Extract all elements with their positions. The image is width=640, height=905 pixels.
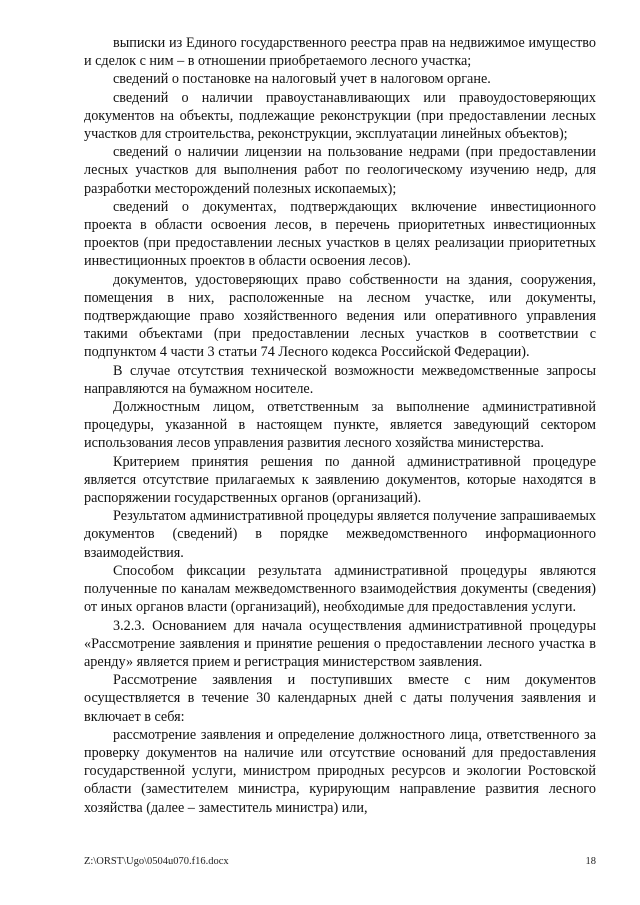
- document-body: [84, 34, 596, 817]
- paragraph-tax-registration: сведений о постановке на налоговый учет в налоговом органе.: [113, 71, 491, 88]
- paragraph-ownership-documents: документов, удостоверяющих право собственности на здания, сооружения, помещения в них, расположенные на лесном участке, или документы, подтверждающие право хозяйственного ведения или оперативного управления такими объектами (при предоставлении лесных участков в соответствии с подпунктом 4 части 3 статьи 74 Лесного кодекса Российской Федерации).: [84, 271, 596, 361]
- paragraph-procedure-result: Результатом административной процедуры является получение запрашиваемых документов (сведений) в порядке межведомственного информационного взаимодействия.: [84, 508, 596, 561]
- footer-file-path: Z:\ORST\Ugo\0504u070.f16.docx: [84, 856, 229, 867]
- page-number: 18: [585, 856, 596, 867]
- paragraph-decision-criterion: Критерием принятия решения по данной административной процедуре является отсутствие прилагаемых к заявлению документов, которые находятся в распоряжении государственных органов (организаций).: [84, 453, 596, 507]
- paragraph-investment-project: сведений о документах, подтверждающих включение инвестиционного проекта в области освоения лесов, в перечень приоритетных инвестиционных проектов (при предоставлении лесных участков в целях реализации приоритетных инвестиционных проектов в области освоения лесов).: [84, 198, 596, 270]
- paragraph-paper-requests: В случае отсутствия технической возможности межведомственные запросы направляются на бумажном носителе.: [84, 362, 596, 397]
- paragraph-subsoil-license: сведений о наличии лицензии на пользование недрами (при предоставлении лесных участков для выполнения работ по геологическому изучению недр, для разработки месторождений полезных ископаемых);: [84, 144, 596, 197]
- paragraph-title-documents: сведений о наличии правоустанавливающих или правоудостоверяющих документов на объекты, подлежащие реконструкции (при предоставлении лесных участков для строительства, реконструкции, эксплуатации линейных объектов);: [84, 89, 596, 143]
- paragraph-result-recording: Способом фиксации результата административной процедуры являются полученные по каналам межведомственного взаимодействия документы (сведения) от иных органов власти (организаций), необходимые для предоставления услуги.: [84, 562, 596, 616]
- paragraph-review-period: Рассмотрение заявления и поступивших вместе с ним документов осуществляется в течение 30 календарных дней с даты получения заявления и включает в себя:: [84, 672, 596, 725]
- paragraph-review-steps: рассмотрение заявления и определение должностного лица, ответственного за проверку документов на наличие или отсутствие оснований для предоставления государственной услуги, министром природных ресурсов и экологии Ростовской области (заместителем министра, курирующим направление развития лесного хозяйства (далее – заместитель министра) или,: [84, 726, 596, 816]
- paragraph-egrp-extract: выписки из Единого государственного реестра прав на недвижимое имущество и сделок с ним – в отношении приобретаемого лесного участка;: [84, 35, 596, 70]
- paragraph-responsible-official: Должностным лицом, ответственным за выполнение административной процедуры, указанной в настоящем пункте, является заведующий сектором использования лесов управления развития лесного хозяйства министерства.: [84, 399, 596, 452]
- paragraph-section-3-2-3: 3.2.3. Основанием для начала осуществления административной процедуры «Рассмотрение заявления и принятие решения о предоставлении лесного участка в аренду» является прием и регистрация министерством заявления.: [84, 617, 596, 670]
